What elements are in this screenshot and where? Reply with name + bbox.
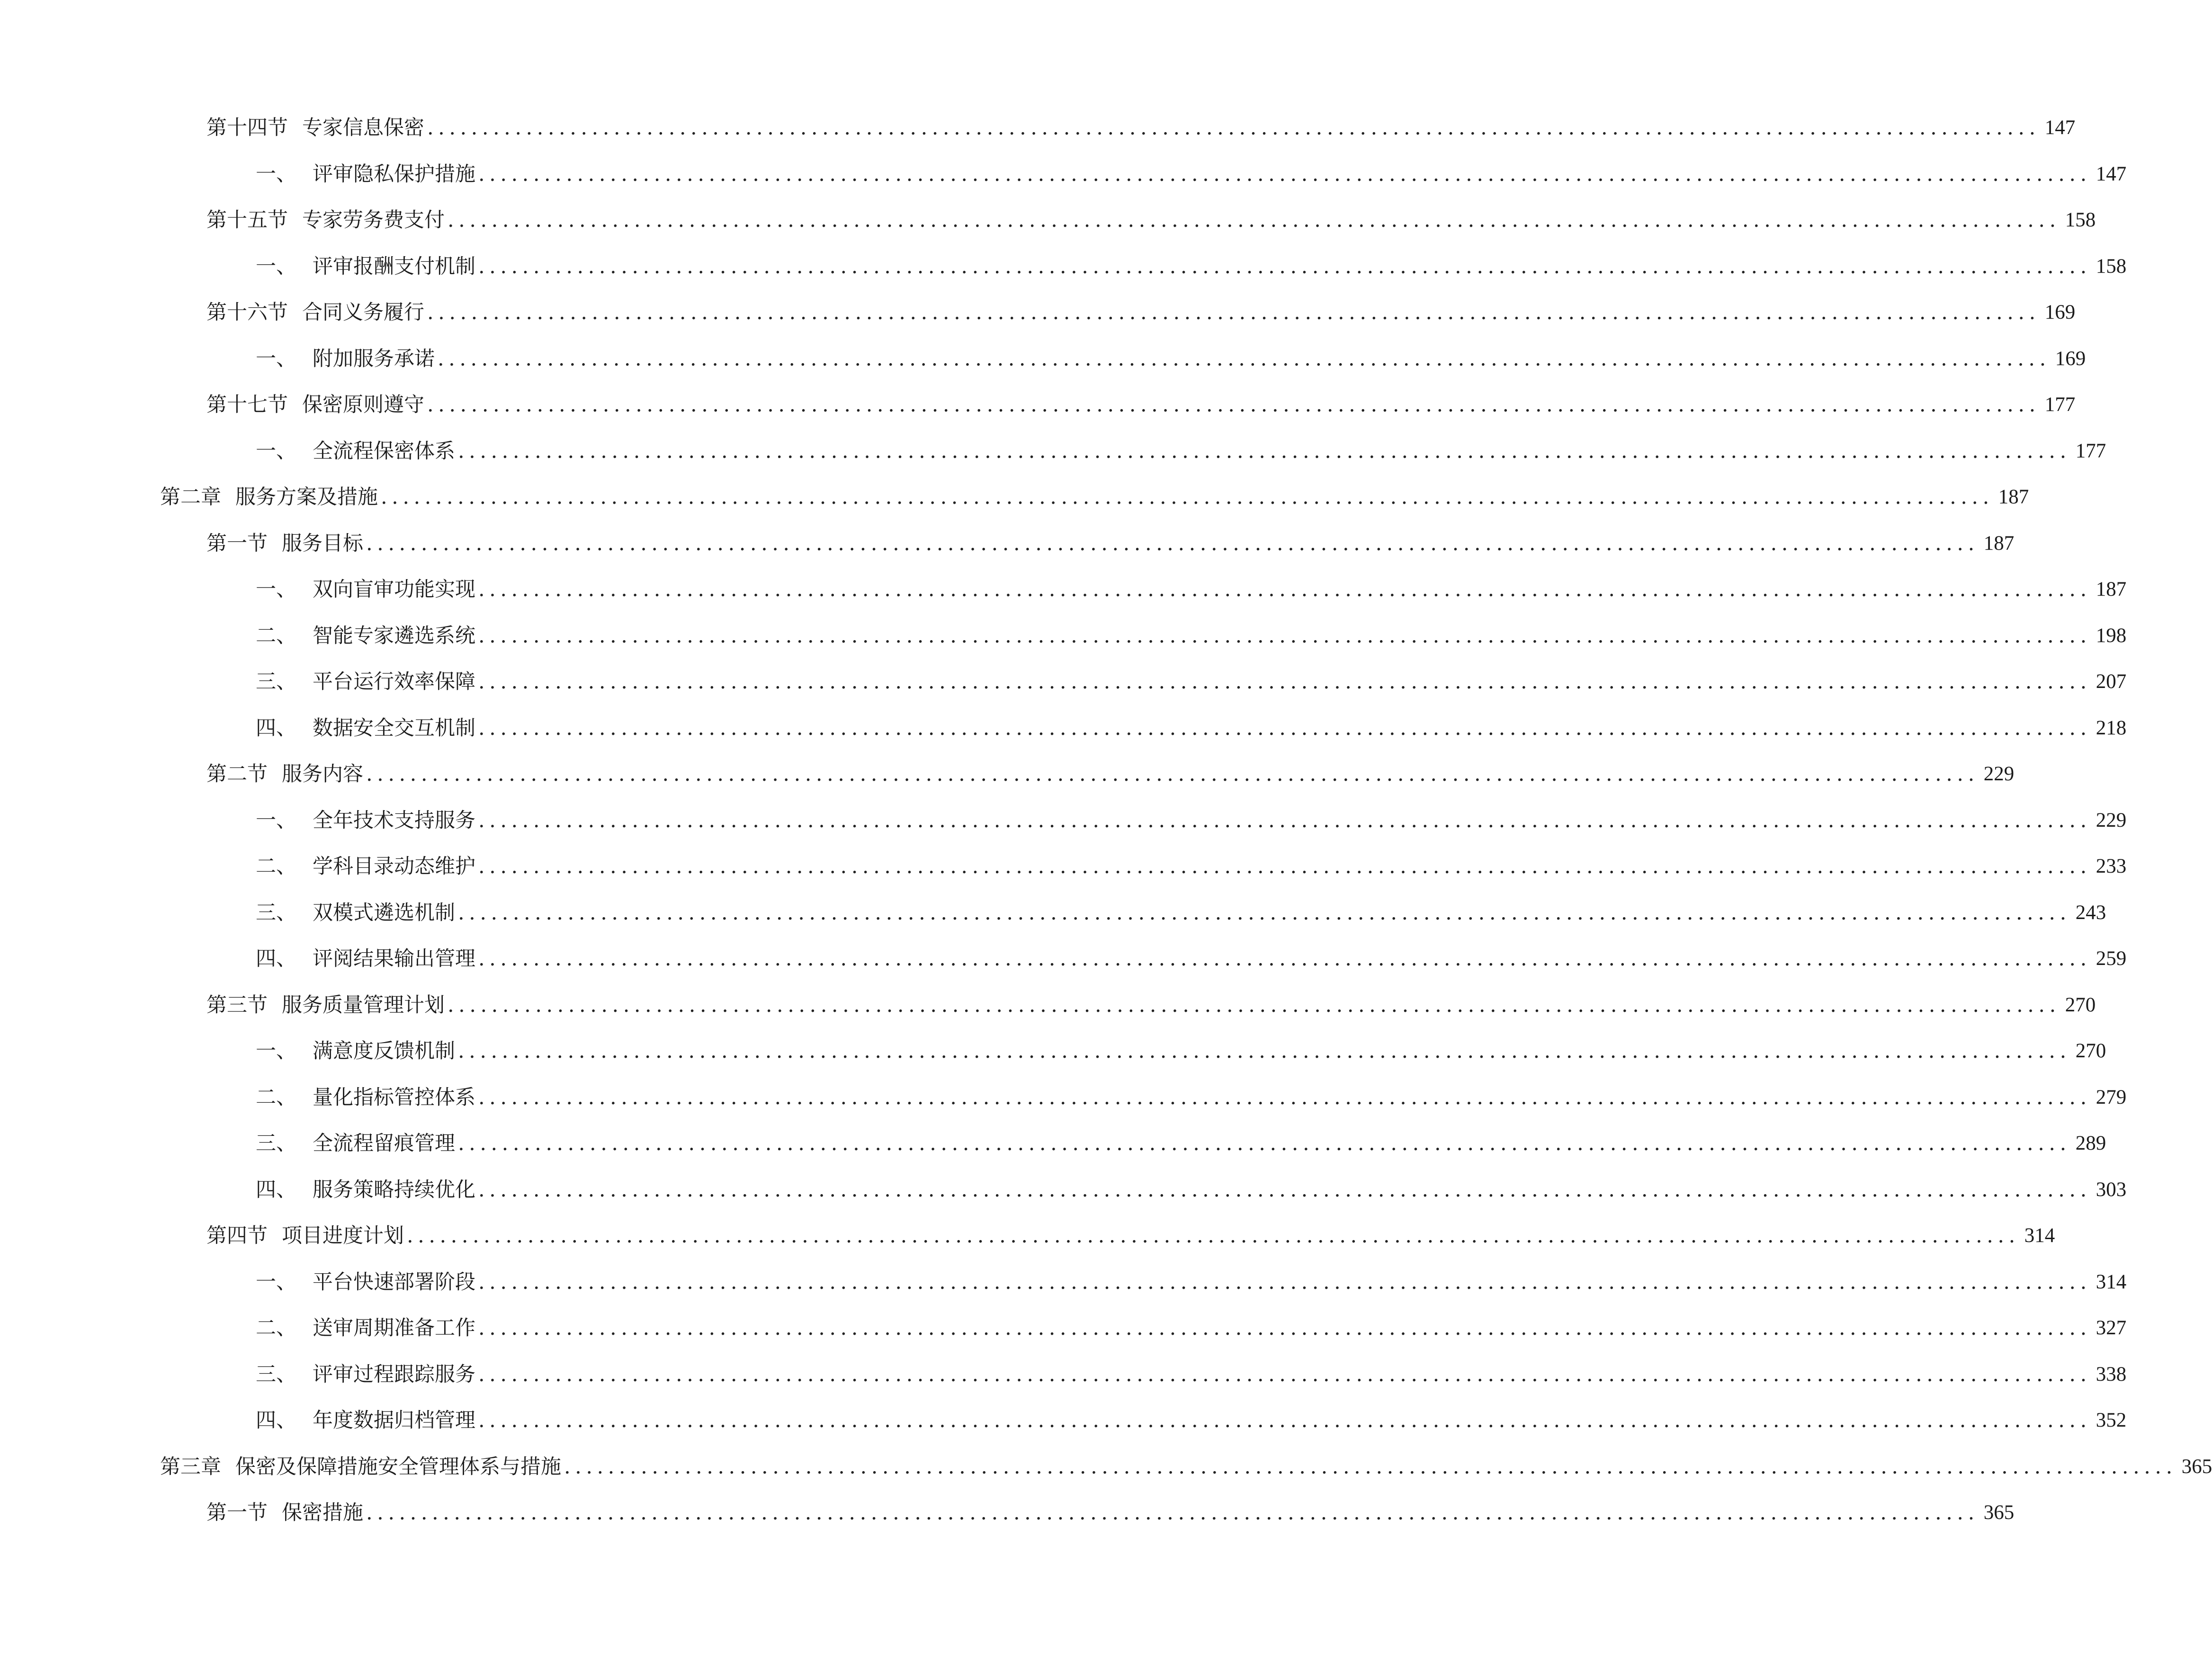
toc-page-number: 233 [2096,855,2127,877]
toc-page-number: 314 [2024,1224,2055,1247]
toc-dot-leader: ................................................................................................................................................... [478,624,2091,648]
toc-entry[interactable] [206,206,2096,234]
toc-page-number: 270 [2075,1040,2106,1062]
toc-entry-number: 一、 [256,162,296,186]
toc-page-number: 198 [2096,624,2127,647]
toc-dot-leader: ................................................................................................................................................... [478,1409,2091,1432]
toc-dot-leader: ................................................................................................................................................... [478,1178,2091,1202]
toc-entry-number: 第二章 [160,485,221,509]
toc-entry[interactable] [256,1083,2127,1112]
toc-entry-number: 三、 [256,1132,296,1155]
toc-page-number: 259 [2096,947,2127,970]
toc-entry-title: 智能专家遴选系统 [313,624,475,648]
toc-dot-leader: ................................................................................................................................................... [478,716,2091,740]
toc-entry-label [160,1453,561,1481]
toc-entry-title: 评审报酬支付机制 [313,254,475,278]
toc-entry[interactable] [256,160,2127,188]
toc-page-number: 270 [2065,993,2096,1016]
toc-entry-title: 全流程留痕管理 [313,1132,455,1155]
toc-entry-label [256,1268,475,1296]
toc-dot-leader: ................................................................................................................................................... [366,762,1979,786]
toc-entry-number: 第一节 [206,1501,268,1525]
toc-page-number: 229 [1983,763,2015,785]
toc-entry[interactable] [160,483,2029,511]
toc-page-number: 218 [2096,716,2127,739]
toc-entry-number: 三、 [256,901,296,925]
toc-dot-leader: ................................................................................................................................................... [478,1270,2091,1294]
toc-entry-number: 二、 [256,1316,296,1340]
toc-entry-label [256,1176,475,1204]
toc-entry[interactable] [206,1499,2015,1527]
toc-dot-leader: ................................................................................................................................................... [438,347,2051,371]
toc-entry-label [206,298,424,327]
toc-entry-label [256,1129,455,1158]
toc-entry-label [256,437,455,465]
toc-entry-label [256,345,435,373]
toc-entry-label [206,206,445,234]
toc-page-number: 303 [2096,1178,2127,1201]
toc-entry-label [256,1314,475,1342]
toc-entry[interactable] [206,391,2076,419]
toc-page-number: 365 [2181,1455,2212,1478]
toc-entry[interactable] [256,1268,2127,1296]
toc-entry-title: 服务质量管理计划 [282,993,445,1017]
toc-entry-title: 合同义务履行 [302,301,424,324]
toc-entry-title: 满意度反馈机制 [313,1039,455,1063]
toc-dot-leader: ................................................................................................................................................... [427,116,2040,140]
toc-entry[interactable] [256,1406,2127,1435]
toc-entry-number: 一、 [256,254,296,278]
toc-entry-label [256,668,475,696]
toc-page-number: 158 [2096,255,2127,277]
toc-entry-number: 第十七节 [206,393,288,417]
toc-entry-label [206,1499,363,1527]
toc-dot-leader: ................................................................................................................................................... [564,1455,2177,1479]
toc-dot-leader: ................................................................................................................................................... [381,485,1994,509]
toc-page-number: 207 [2096,670,2127,693]
toc-page-number: 289 [2075,1132,2106,1154]
toc-dot-leader: ................................................................................................................................................... [427,393,2040,417]
toc-entry-number: 第三节 [206,993,268,1017]
toc-entry-number: 四、 [256,716,296,740]
toc-dot-leader: ................................................................................................................................................... [407,1224,2020,1248]
toc-entry-title: 专家信息保密 [302,116,424,140]
toc-entry[interactable] [206,529,2015,558]
toc-entry-number: 四、 [256,947,296,971]
toc-entry[interactable] [256,252,2127,281]
toc-entry-title: 保密及保障措施安全管理体系与措施 [235,1455,561,1479]
toc-entry-label [256,575,475,604]
toc-entry[interactable] [160,1453,2212,1481]
toc-entry-number: 第十五节 [206,208,288,232]
toc-entry-title: 全年技术支持服务 [313,808,475,832]
toc-page-number: 177 [2075,439,2106,462]
toc-page-number: 177 [2044,393,2076,416]
toc-page-number: 279 [2096,1086,2127,1108]
toc-entry-title: 保密措施 [282,1501,363,1525]
toc-entry-title: 双向盲审功能实现 [313,578,475,601]
toc-entry-title: 送审周期准备工作 [313,1316,475,1340]
toc-page-number: 229 [2096,809,2127,831]
toc-entry-title: 保密原则遵守 [302,393,424,417]
toc-entry[interactable] [206,114,2076,142]
toc-entry[interactable] [206,991,2096,1019]
toc-entry[interactable] [256,1037,2106,1065]
toc-entry-title: 年度数据归档管理 [313,1409,475,1432]
toc-entry-number: 四、 [256,1409,296,1432]
toc-entry-number: 二、 [256,855,296,878]
toc-entry[interactable] [256,622,2127,650]
toc-entry[interactable] [256,1176,2127,1204]
toc-entry[interactable] [256,899,2106,927]
toc-entry-title: 评审隐私保护措施 [313,162,475,186]
toc-page-number: 314 [2096,1270,2127,1293]
toc-entry-number: 一、 [256,578,296,601]
toc-entry-label [256,252,475,281]
toc-entry-title: 数据安全交互机制 [313,716,475,740]
toc-entry-number: 一、 [256,808,296,832]
toc-dot-leader: ................................................................................................................................................... [427,301,2040,324]
toc-dot-leader: ................................................................................................................................................... [366,1501,1979,1525]
toc-entry-label [206,391,424,419]
toc-entry-number: 二、 [256,1085,296,1109]
toc-entry-title: 项目进度计划 [282,1224,404,1248]
toc-entry[interactable] [206,760,2015,788]
toc-page-number: 169 [2044,301,2076,323]
toc-entry-title: 量化指标管控体系 [313,1085,475,1109]
toc-entry[interactable] [256,945,2127,973]
toc-page-number: 169 [2055,347,2086,370]
toc-page-number: 327 [2096,1317,2127,1339]
toc-entry-number: 一、 [256,1039,296,1063]
toc-dot-leader: ................................................................................................................................................... [478,1085,2091,1109]
toc-entry-title: 评审过程跟踪服务 [313,1362,475,1386]
toc-dot-leader: ................................................................................................................................................... [478,1316,2091,1340]
toc-entry[interactable] [256,668,2127,696]
toc-entry-number: 第三章 [160,1455,221,1479]
toc-entry-title: 服务内容 [282,762,363,786]
toc-entry-title: 服务方案及措施 [235,485,378,509]
toc-entry[interactable] [256,1314,2127,1342]
toc-dot-leader: ................................................................................................................................................... [478,254,2091,278]
toc-dot-leader: ................................................................................................................................................... [458,901,2071,925]
toc-page-number: 352 [2096,1409,2127,1431]
toc-dot-leader: ................................................................................................................................................... [458,1039,2071,1063]
toc-entry-title: 平台快速部署阶段 [313,1270,475,1294]
toc-entry-title: 附加服务承诺 [313,347,435,371]
toc-entry-label [206,1222,404,1250]
toc-entry-number: 一、 [256,347,296,371]
toc-entry-number: 四、 [256,1178,296,1202]
toc-dot-leader: ................................................................................................................................................... [478,578,2091,601]
toc-dot-leader: ................................................................................................................................................... [458,1132,2071,1155]
toc-entry-label [256,806,475,835]
toc-page-number: 365 [1983,1501,2015,1524]
toc-dot-leader: ................................................................................................................................................... [448,993,2060,1017]
toc-dot-leader: ................................................................................................................................................... [478,808,2091,832]
toc-entry-label [206,991,445,1019]
toc-entry[interactable] [256,437,2106,465]
toc-dot-leader: ................................................................................................................................................... [478,947,2091,971]
toc-entry-title: 平台运行效率保障 [313,670,475,694]
toc-entry-label [256,1360,475,1389]
toc-entry-label [256,1037,455,1065]
toc-entry-title: 学科目录动态维护 [313,855,475,878]
toc-dot-leader: ................................................................................................................................................... [478,162,2091,186]
toc-dot-leader: ................................................................................................................................................... [458,439,2071,463]
toc-entry-number: 第十六节 [206,301,288,324]
toc-entry-label [256,160,475,188]
toc-entry[interactable] [256,345,2086,373]
toc-dot-leader: ................................................................................................................................................... [448,208,2060,232]
toc-entry-label [206,760,363,788]
toc-entry-label [256,899,455,927]
toc-entry-title: 全流程保密体系 [313,439,455,463]
toc-entry-label [256,714,475,742]
toc-page-number: 187 [2096,578,2127,600]
toc-entry-number: 二、 [256,624,296,648]
toc-entry-title: 服务策略持续优化 [313,1178,475,1202]
toc-page-number: 338 [2096,1363,2127,1385]
toc-entry-label [256,852,475,881]
toc-dot-leader: ................................................................................................................................................... [366,531,1979,555]
toc-entry-label [256,945,475,973]
toc-page-number: 147 [2096,162,2127,185]
toc-entry-label [206,529,363,558]
toc-page-number: 187 [1983,532,2015,554]
toc-entry[interactable] [256,1129,2106,1158]
toc-entry-number: 一、 [256,1270,296,1294]
toc-dot-leader: ................................................................................................................................................... [478,855,2091,878]
toc-entry-label [160,483,378,511]
toc-entry[interactable] [256,852,2127,881]
toc-entry-label [256,1406,475,1435]
toc-entry-label [206,114,424,142]
toc-entry-label [256,622,475,650]
toc-entry-number: 三、 [256,1362,296,1386]
toc-dot-leader: ................................................................................................................................................... [478,1362,2091,1386]
toc-page-number: 187 [1998,486,2029,508]
toc-entry-number: 第十四节 [206,116,288,140]
toc-page-number: 147 [2044,116,2076,139]
toc-entry-number: 第二节 [206,762,268,786]
toc-entry-title: 评阅结果输出管理 [313,947,475,971]
toc-entry[interactable] [256,1360,2127,1389]
toc-entry[interactable] [256,806,2127,835]
toc-entry[interactable] [206,298,2076,327]
toc-entry-number: 第四节 [206,1224,268,1248]
toc-entry[interactable] [256,714,2127,742]
toc-entry-title: 双模式遴选机制 [313,901,455,925]
toc-entry-label [256,1083,475,1112]
toc-entry-number: 一、 [256,439,296,463]
toc-dot-leader: ................................................................................................................................................... [478,670,2091,694]
toc-entry-number: 第一节 [206,531,268,555]
toc-entry-title: 专家劳务费支付 [302,208,445,232]
toc-page-number: 158 [2065,209,2096,231]
toc-entry[interactable] [206,1222,2055,1250]
toc-entry[interactable] [256,575,2127,604]
toc-entry-title: 服务目标 [282,531,363,555]
toc-page-number: 243 [2075,901,2106,924]
toc-entry-number: 三、 [256,670,296,694]
